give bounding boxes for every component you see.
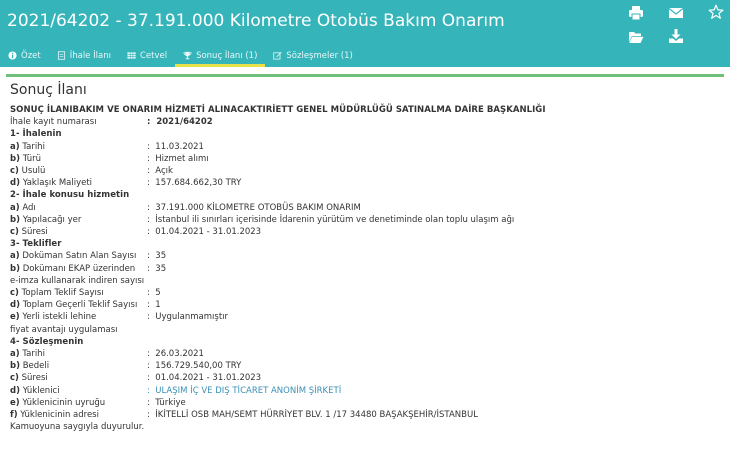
field-row: e) Yerli istekli lehine : Uygulanmamıştır xyxy=(10,312,229,323)
tab-bar xyxy=(0,44,361,67)
print-icon[interactable] xyxy=(628,5,644,21)
page-title: 2021/64202 - 37.191.000 Kilometre Otobüs Bakım Onarım xyxy=(7,11,505,31)
field-row: a) Doküman Satın Alan Sayısı : 35 xyxy=(10,251,167,262)
field-row: d) Toplam Geçerli Teklif Sayısı : 1 xyxy=(10,300,161,311)
action-toolbar xyxy=(600,0,730,60)
field-value: : İKİTELLİ OSB MAH/SEMT HÜRRİYET BLV. 1 /17 34480 BAŞAKŞEHİR/İSTANBUL xyxy=(147,410,478,421)
section-heading-ihale: 1- İhalenin xyxy=(10,129,62,140)
field-row: a) Tarihi : 26.03.2021 xyxy=(10,349,204,360)
field-row: c) Usulü : Açık xyxy=(10,166,173,177)
field-value: : Hizmet alımı xyxy=(147,153,209,164)
field-row: d) Yüklenici : ULAŞIM İÇ VE DIŞ TİCARET ANONİM ŞİRKETİ xyxy=(10,385,342,396)
field-row: b) Türü : Hizmet alımı xyxy=(10,153,209,164)
field-value: : Açık xyxy=(147,166,173,177)
field-row: c) Süresi : 01.04.2021 - 31.01.2023 xyxy=(10,373,262,384)
notice-heading: SONUÇ İLANIBAKIM VE ONARIM HİZMETİ ALINACAKTIRİETT GENEL MÜDÜRLÜĞÜ SATINALMA DAİRE BAŞKANLIĞI xyxy=(10,105,546,115)
document-icon xyxy=(57,51,66,60)
field-value: : 26.03.2021 xyxy=(147,349,204,360)
field-value: : 35 xyxy=(147,251,167,262)
tab-cetvel[interactable] xyxy=(119,44,175,67)
field-row: a) Adı : 37.191.000 KİLOMETRE OTOBÜS BAKIM ONARIM xyxy=(10,202,361,213)
field-value: : 35 xyxy=(147,263,167,274)
field-value: : 2021/64202 xyxy=(147,117,213,128)
field-value: : 157.684.662,30 TRY xyxy=(147,178,242,189)
download-icon[interactable] xyxy=(668,28,684,44)
table-icon xyxy=(127,51,136,60)
tab-label: Özet xyxy=(21,50,41,61)
star-icon[interactable] xyxy=(708,4,724,20)
divider-rule xyxy=(6,74,724,77)
field-value: : 5 xyxy=(147,288,161,299)
section-heading-hizmet: 2- İhale konusu hizmetin xyxy=(10,190,130,201)
tab-ozet[interactable] xyxy=(0,44,49,67)
field-value: : 01.04.2021 - 31.01.2023 xyxy=(147,227,262,238)
tab-sozlesmeler[interactable] xyxy=(265,44,360,67)
field-row: f) Yüklenicinin adresi : İKİTELLİ OSB MAH/SEMT HÜRRİYET BLV. 1 /17 34480 BAŞAKŞEHİR/İSTANBUL xyxy=(10,410,478,421)
field-label: İhale kayıt numarası xyxy=(10,117,97,128)
section-title: Sonuç İlanı xyxy=(10,82,87,98)
edit-icon xyxy=(273,51,282,60)
field-row: c) Toplam Teklif Sayısı : 5 xyxy=(10,288,161,299)
field-value: : 01.04.2021 - 31.01.2023 xyxy=(147,373,262,384)
field-value: : 156.729.540,00 TRY xyxy=(147,361,242,372)
section-heading-sozlesme: 4- Sözleşmenin xyxy=(10,336,84,347)
field-row: a) Tarihi : 11.03.2021 xyxy=(10,141,204,152)
result-notice xyxy=(10,82,720,433)
tab-label: Sonuç İlanı (1) xyxy=(196,50,258,61)
field-value: : 37.191.000 KİLOMETRE OTOBÜS BAKIM ONARIM xyxy=(147,202,361,213)
tab-sonuc-ilani[interactable] xyxy=(175,44,265,67)
page-header xyxy=(0,0,730,67)
field-value: : Uygulanmamıştır xyxy=(147,312,229,323)
field-row: b) Bedeli : 156.729.540,00 TRY xyxy=(10,361,242,372)
registry-row xyxy=(10,116,720,128)
closing-text: Kamuoyuna saygıyla duyurulur. xyxy=(10,422,145,433)
tab-label: Sözleşmeler (1) xyxy=(286,50,353,61)
field-label-continuation: e-imza kullanarak indiren sayısı xyxy=(10,275,145,286)
field-value: : Türkiye xyxy=(147,397,186,408)
field-row: e) Yüklenicinin uyruğu : Türkiye xyxy=(10,397,186,408)
field-row: c) Süresi : 01.04.2021 - 31.01.2023 xyxy=(10,227,262,238)
tab-label: Cetvel xyxy=(139,50,168,61)
contractor-link[interactable]: : ULAŞIM İÇ VE DIŞ TİCARET ANONİM ŞİRKETİ xyxy=(147,385,342,396)
field-value: : 1 xyxy=(147,300,161,311)
field-value: : İstanbul ili sınırları içerisinde İdarenin yürütüm ve denetiminde olan toplu ulaşım ağı xyxy=(147,214,515,225)
field-label-continuation: fiyat avantajı uygulaması xyxy=(10,324,118,335)
info-icon xyxy=(8,51,17,60)
mail-icon[interactable] xyxy=(668,5,684,21)
tab-ihale-ilani[interactable] xyxy=(49,44,119,67)
trophy-icon xyxy=(183,51,192,60)
folder-open-icon[interactable] xyxy=(628,29,644,45)
tab-label: İhale İlanı xyxy=(69,50,111,61)
field-row: d) Yaklaşık Maliyeti : 157.684.662,30 TRY xyxy=(10,178,242,189)
field-row: b) Dokümanı EKAP üzerinden : 35 xyxy=(10,263,167,274)
field-row: b) Yapılacağı yer : İstanbul ili sınırları içerisinde İdarenin yürütüm ve denetiminde olan toplu ulaşım ağı xyxy=(10,214,515,225)
section-heading-teklifler: 3- Teklifler xyxy=(10,239,62,250)
field-value: : 11.03.2021 xyxy=(147,141,204,152)
